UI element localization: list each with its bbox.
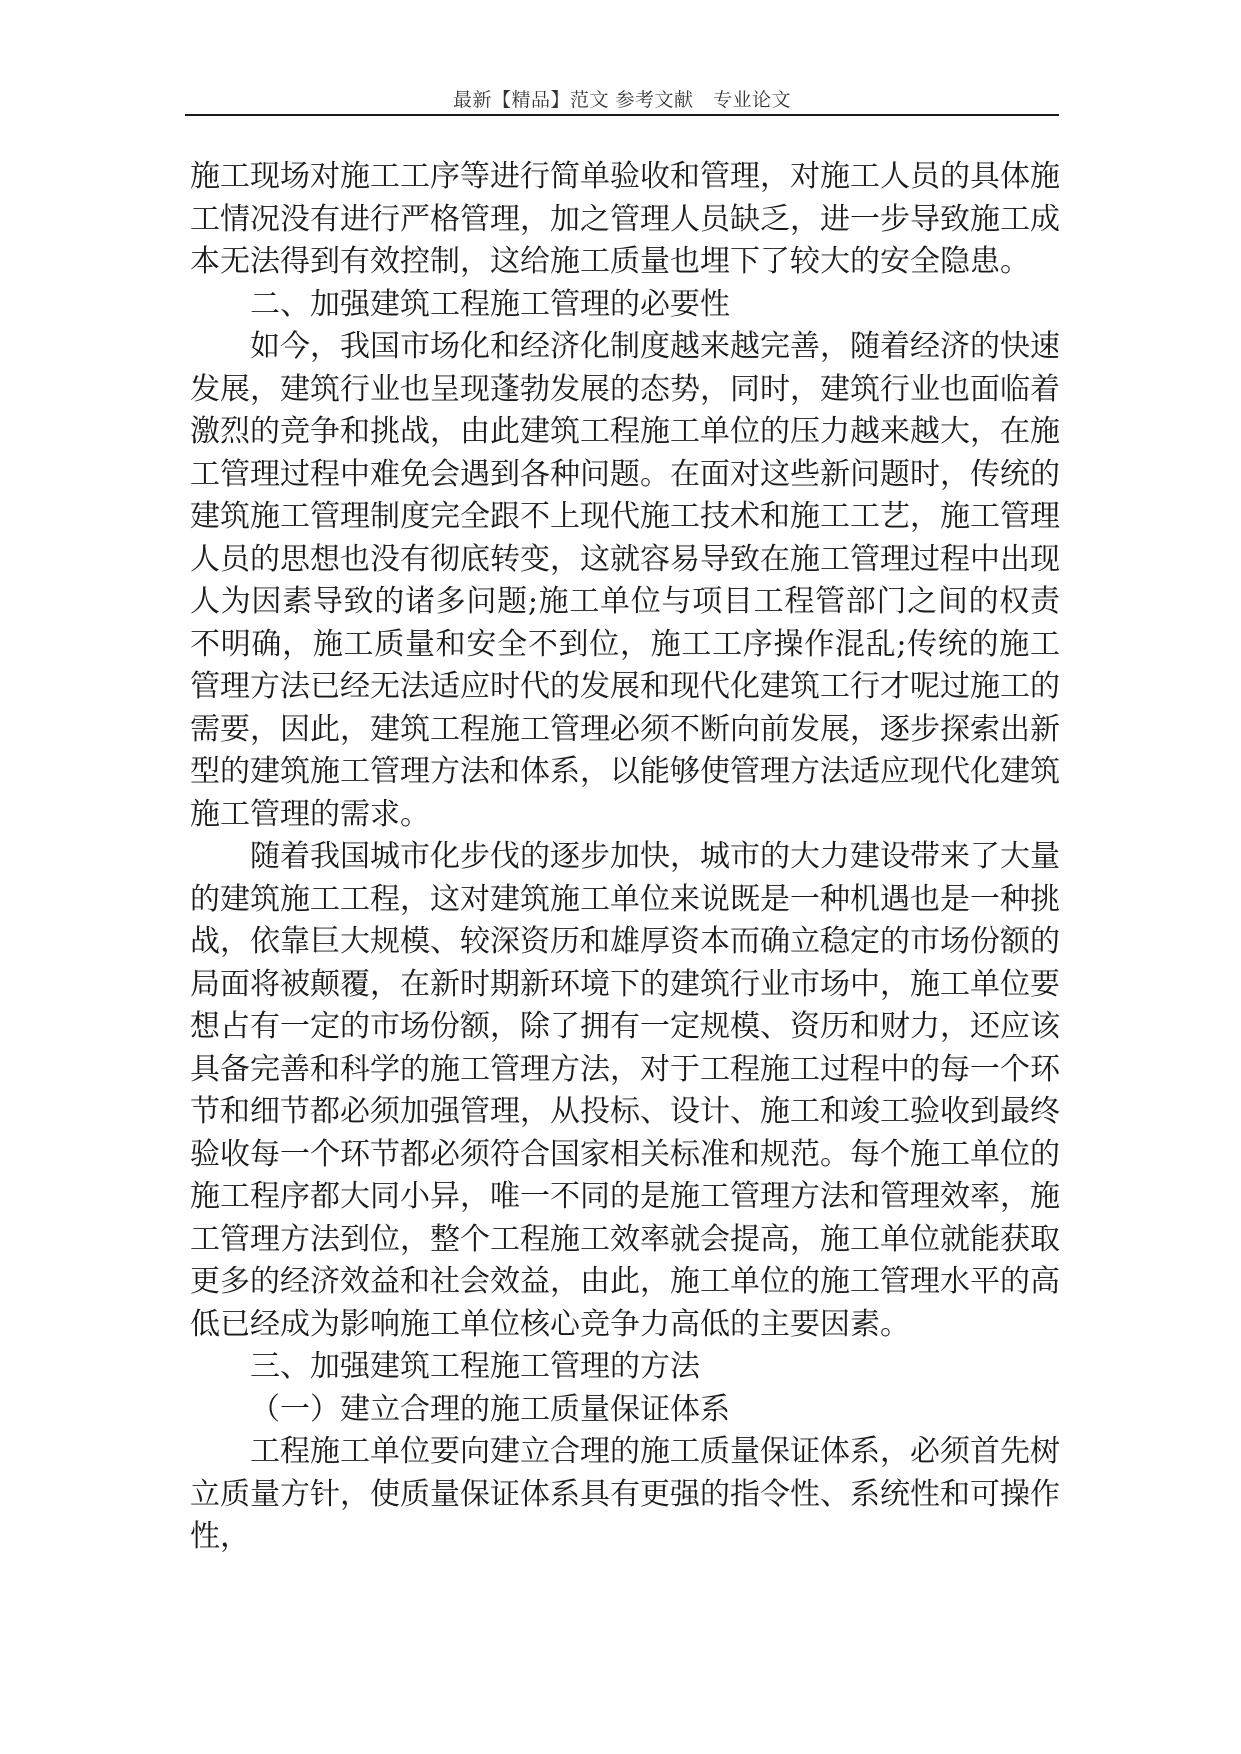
subsection-heading-quality-system: （一）建立合理的施工质量保证体系 [250,1391,730,1427]
section-heading-methods: 三、加强建筑工程施工管理的方法 [250,1349,700,1384]
paragraph-necessity-2: 随着我国城市化步伐的逐步加快，城市的大力建设带来了大量的建筑施工工程，这对建筑施工单位来说既是一种机遇也是一种挑战，依靠巨大规模、较深资历和雄厚资本而确立稳定的市场份额的局面将被颠覆，在新时期新环境下的建筑行业市场中，施工单位要想占有一定的市场份额，除了拥有一定规模、资历和财力，还应该具备完善和科学的施工管理方法，对于工程施工过程中的每一个环节和细节都必须加强管理，从投标、设计、施工和竣工验收到最终验收每一个环节都必须符合国家相关标准和规范。每个施工单位的施工程序都大同小异，唯一不同的是施工管理方法和管理效率，施工管理方法到位，整个工程施工效率就会提高，施工单位就能获取更多的经济效益和社会效益，由此，施工单位的施工管理水平的高低已经成为影响施工单位核心竞争力高低的主要因素。 [190,839,1060,1342]
document-body [190,156,1060,1559]
page-header: 最新【精品】范文 参考文献 专业论文 [452,89,792,111]
paragraph-necessity-1: 如今，我国市场化和经济化制度越来越完善，随着经济的快速发展，建筑行业也呈现蓬勃发展的态势，同时，建筑行业也面临着激烈的竞争和挑战，由此建筑工程施工单位的压力越来越大，在施工管理过程中难免会遇到各种问题。在面对这些新问题时，传统的建筑施工管理制度完全跟不上现代施工技术和施工工艺，施工管理人员的思想也没有彻底转变，这就容易导致在施工管理过程中出现人为因素导致的诸多问题;施工单位与项目工程管部门之间的权责不明确，施工质量和安全不到位，施工工序操作混乱;传统的施工管理方法已经无法适应时代的发展和现代化建筑工行才呢过施工的需要，因此，建筑工程施工管理必须不断向前发展，逐步探索出新型的建筑施工管理方法和体系，以能够使管理方法适应现代化建筑施工管理的需求。 [190,329,1060,832]
paragraph-quality-system: 工程施工单位要向建立合理的施工质量保证体系，必须首先树立质量方针，使质量保证体系具有更强的指令性、系统性和可操作性， [190,1434,1060,1554]
header-divider [185,114,1059,116]
paragraph-continuation: 施工现场对施工工序等进行简单验收和管理，对施工人员的具体施工情况没有进行严格管理，加之管理人员缺乏，进一步导致施工成本无法得到有效控制，这给施工质量也埋下了较大的安全隐患。 [190,159,1060,279]
section-heading-necessity: 二、加强建筑工程施工管理的必要性 [250,286,730,322]
